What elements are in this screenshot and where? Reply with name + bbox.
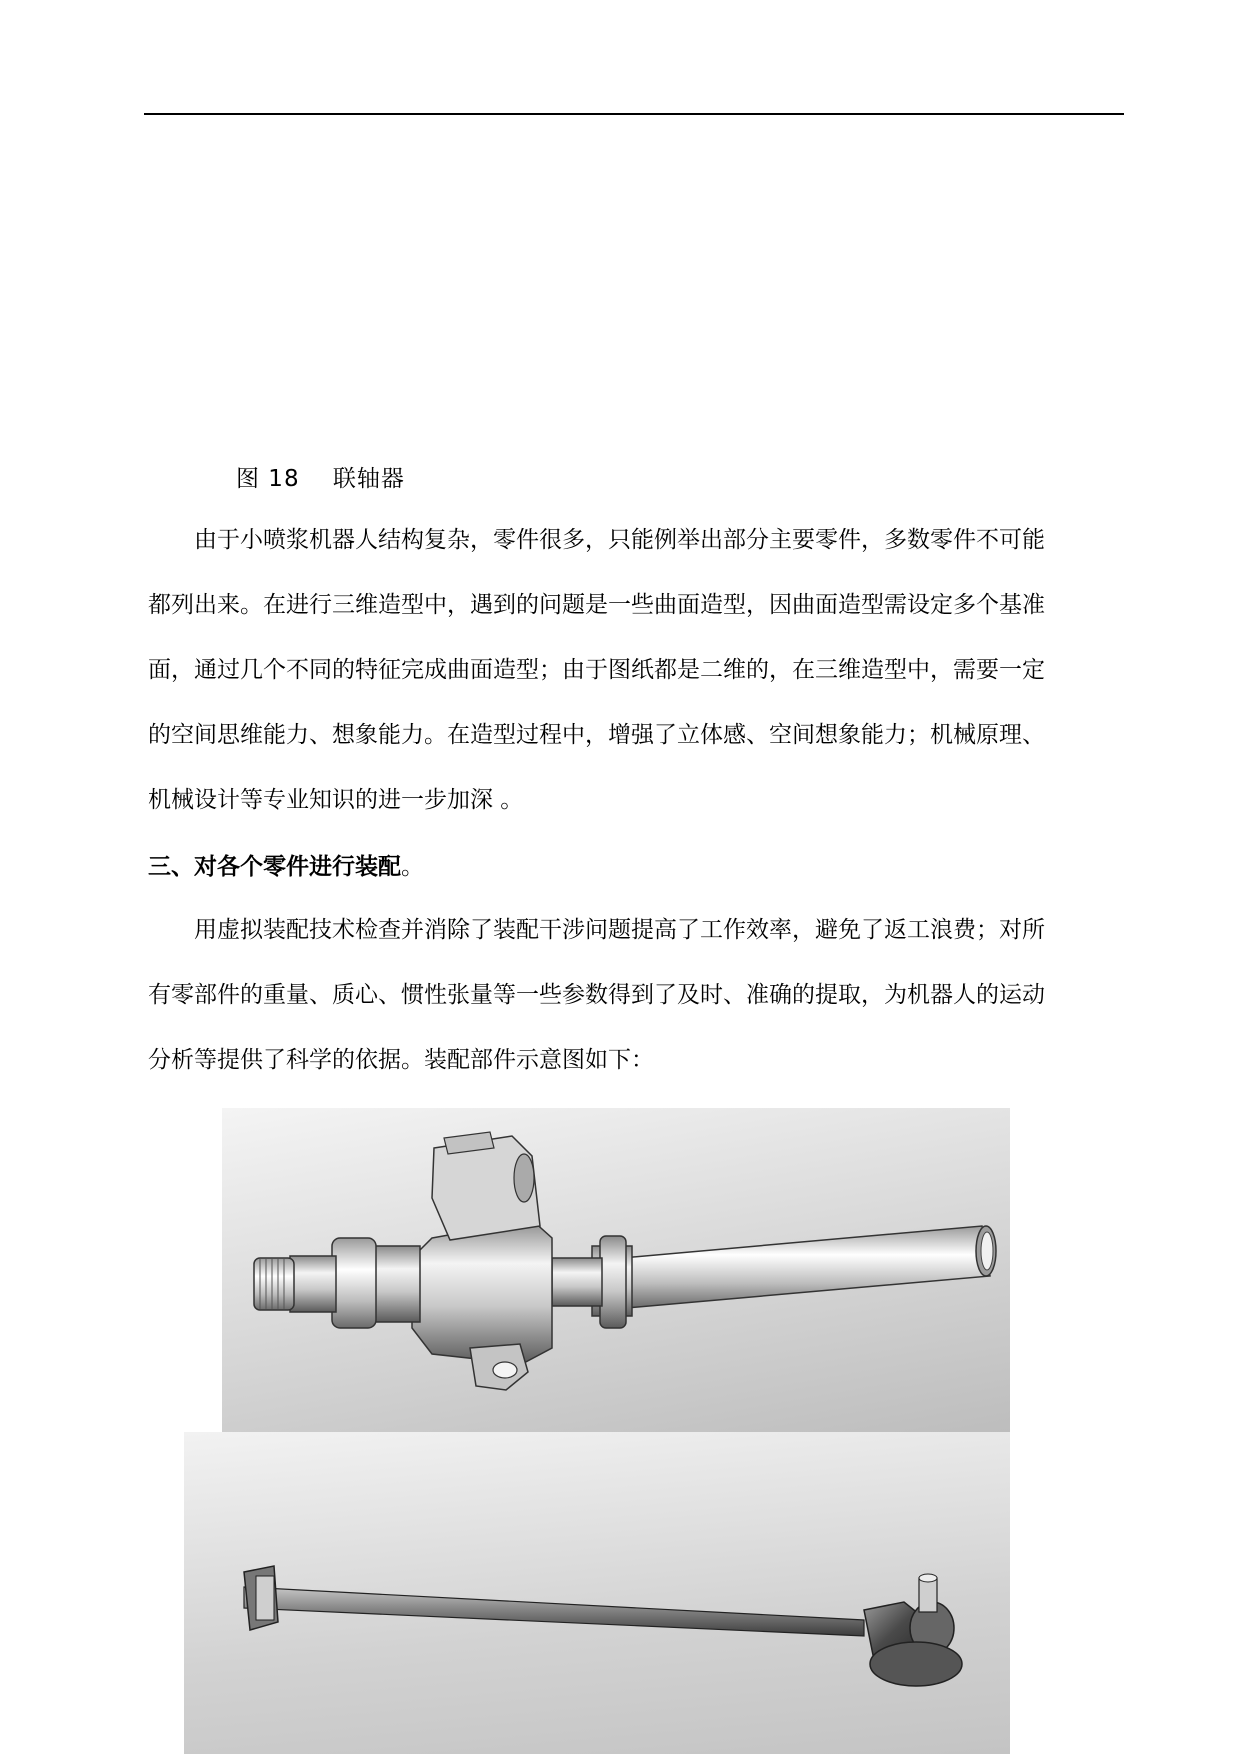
section-heading	[148, 848, 424, 881]
paragraph-modeling	[148, 508, 1123, 833]
paragraph-line: 都列出来。在进行三维造型中，遇到的问题是一些曲面造型，因曲面造型需设定多个基准	[148, 592, 1045, 618]
paragraph-line: 的空间思维能力、想象能力。在造型过程中，增强了立体感、空间想象能力；机械原理、	[148, 722, 1045, 748]
section-heading-tail: 。	[401, 854, 424, 880]
shaft-coupling-assembly-render	[222, 1108, 1010, 1432]
long-arm-figure	[184, 1432, 1010, 1754]
paragraph-line: 由于小喷浆机器人结构复杂，零件很多，只能例举出部分主要零件，多数零件不可能	[148, 527, 1045, 553]
figure-label: 图 18	[236, 466, 300, 492]
paragraph-line: 用虚拟装配技术检查并消除了装配干涉问题提高了工作效率，避免了返工浪费；对所	[148, 917, 1045, 943]
figure-title: 联轴器	[332, 466, 405, 492]
paragraph-line: 面，通过几个不同的特征完成曲面造型；由于图纸都是二维的，在三维造型中，需要一定	[148, 657, 1045, 683]
shaft-coupling-figure	[222, 1108, 1010, 1432]
paragraph-line: 机械设计等专业知识的进一步加深 。	[148, 787, 524, 813]
paragraph-line: 分析等提供了科学的依据。装配部件示意图如下：	[148, 1047, 654, 1073]
long-arm-assembly-render	[184, 1432, 1010, 1754]
paragraph-assembly	[148, 898, 1123, 1093]
figure-caption	[236, 460, 405, 493]
paragraph-line: 有零部件的重量、质心、惯性张量等一些参数得到了及时、准确的提取，为机器人的运动	[148, 982, 1045, 1008]
section-heading-text: 三、对各个零件进行装配	[148, 854, 401, 880]
header-rule	[144, 113, 1124, 115]
